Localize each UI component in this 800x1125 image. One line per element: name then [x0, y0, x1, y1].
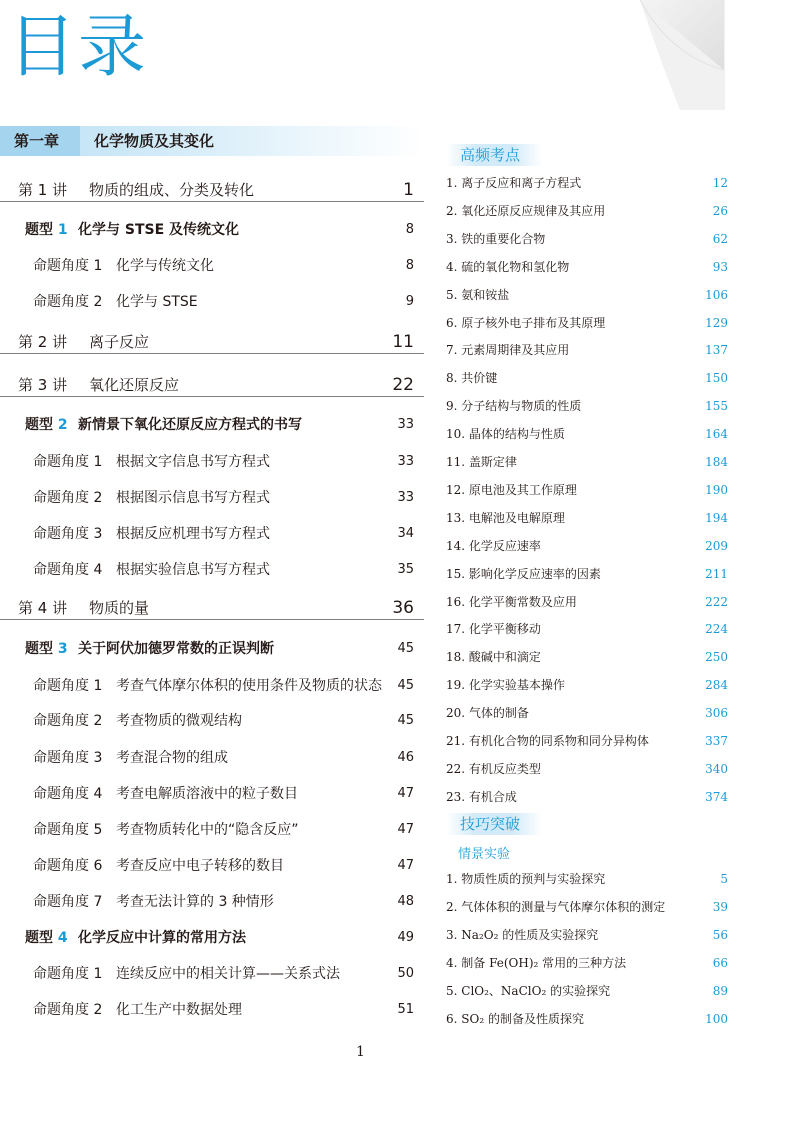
toc-angle-row[interactable] — [0, 450, 424, 474]
toc-lecture-label: 第 2 讲 — [18, 333, 68, 351]
list-item-title: 11. 盖斯定律 — [446, 455, 517, 469]
list-item[interactable] — [446, 564, 728, 584]
toc-topic-row[interactable] — [0, 413, 424, 437]
list-item[interactable] — [446, 173, 728, 193]
toc-angle-label: 命题角度 1 — [33, 966, 103, 982]
list-item-page: 137 — [705, 343, 728, 358]
toc-angle-row[interactable] — [0, 674, 424, 698]
list-item[interactable] — [446, 953, 728, 973]
list-item[interactable] — [446, 424, 728, 444]
toc-page-number: 46 — [397, 750, 414, 765]
list-item[interactable] — [446, 285, 728, 305]
toc-angle-title: 根据实验信息书写方程式 — [116, 562, 270, 578]
subsection-heading-scenario-experiment: 情景实验 — [458, 847, 511, 862]
list-item-page: 129 — [705, 315, 728, 330]
list-item-page: 222 — [705, 594, 728, 609]
toc-angle-row[interactable] — [0, 522, 424, 546]
toc-angle-row[interactable] — [0, 486, 424, 510]
toc-page-number: 50 — [397, 966, 414, 981]
list-item-title: 23. 有机合成 — [446, 789, 517, 804]
list-item-page: 340 — [705, 761, 728, 776]
toc-page-number: 33 — [397, 490, 414, 505]
toc-topic-number: 2 — [57, 417, 68, 433]
toc-topic-label: 题型 3 — [25, 641, 68, 657]
list-item-title: 9. 分子结构与物质的性质 — [446, 399, 582, 414]
list-item-page: 89 — [712, 983, 728, 998]
toc-lecture-label: 第 1 讲 — [18, 181, 68, 199]
toc-angle-row[interactable] — [0, 558, 424, 582]
list-item-title: 16. 化学平衡常数及应用 — [446, 594, 577, 609]
toc-topic-row[interactable] — [0, 637, 424, 661]
list-item-title: 17. 化学平衡移动 — [446, 622, 541, 637]
toc-angle-title: 考查无法计算的 3 种情形 — [116, 894, 274, 910]
list-item-title: 20. 气体的制备 — [446, 706, 529, 721]
toc-page-number: 45 — [397, 678, 414, 693]
list-item-title: 12. 原电池及其工作原理 — [446, 482, 577, 497]
toc-page-number: 8 — [405, 258, 414, 273]
list-item-page: 39 — [712, 899, 728, 914]
list-item-page: 26 — [712, 203, 728, 218]
toc-angle-label: 命题角度 2 — [33, 490, 103, 506]
toc-page-number: 47 — [397, 786, 414, 801]
toc-page-number: 22 — [392, 375, 414, 395]
list-item-title: 1. 离子反应和离子方程式 — [446, 176, 582, 190]
toc-topic-title: 新情景下氧化还原反应方程式的书写 — [78, 417, 302, 433]
list-item-page: 100 — [705, 1011, 728, 1026]
list-item-title: 4. 制备 Fe(OH)₂ 常用的三种方法 — [446, 955, 627, 970]
toc-lecture-row[interactable] — [0, 331, 424, 354]
list-item-title: 19. 化学实验基本操作 — [446, 678, 565, 693]
toc-angle-title: 化学与 STSE — [116, 294, 198, 310]
list-item[interactable] — [446, 536, 728, 556]
toc-page-number: 33 — [397, 417, 414, 432]
toc-page-number: 45 — [397, 713, 414, 728]
toc-angle-label: 命题角度 3 — [33, 526, 103, 542]
toc-lecture-row[interactable] — [0, 179, 424, 202]
toc-angle-title: 化工生产中数据处理 — [116, 1002, 242, 1018]
toc-angle-title: 考查气体摩尔体积的使用条件及物质的状态 — [116, 678, 382, 694]
toc-lecture-row[interactable] — [0, 374, 424, 397]
chapter-title: 化学物质及其变化 — [94, 132, 215, 150]
list-item-page: 224 — [705, 622, 728, 637]
list-item[interactable] — [446, 313, 728, 333]
list-item-page: 184 — [705, 455, 728, 469]
list-item-page: 209 — [705, 538, 728, 553]
toc-topic-title: 化学与 STSE 及传统文化 — [78, 222, 240, 238]
toc-page-number: 1 — [403, 180, 414, 200]
list-item[interactable] — [446, 675, 728, 695]
toc-angle-row[interactable] — [0, 746, 424, 770]
toc-lecture-title: 氧化还原反应 — [89, 376, 180, 394]
toc-page-number: 45 — [397, 641, 414, 656]
section-heading-skills: 技巧突破 — [446, 813, 542, 835]
list-item[interactable] — [446, 787, 728, 807]
toc-angle-title: 考查反应中电子转移的数目 — [116, 858, 284, 874]
toc-angle-title: 化学与传统文化 — [116, 258, 214, 274]
toc-page-number: 51 — [397, 1002, 414, 1017]
list-item-title: 13. 电解池及电解原理 — [446, 510, 565, 525]
toc-angle-title: 根据文字信息书写方程式 — [116, 454, 270, 470]
list-item-page: 374 — [705, 789, 728, 804]
toc-angle-label: 命题角度 7 — [33, 894, 103, 910]
toc-topic-row[interactable] — [0, 218, 424, 242]
toc-angle-label: 命题角度 1 — [33, 454, 103, 470]
toc-angle-row[interactable] — [0, 254, 424, 278]
list-item[interactable] — [446, 869, 728, 889]
list-item[interactable] — [446, 759, 728, 779]
page-number: 1 — [356, 1044, 365, 1060]
list-item-page: 284 — [705, 678, 728, 693]
toc-lecture-label: 第 4 讲 — [18, 599, 68, 617]
list-item[interactable] — [446, 257, 728, 277]
list-item-title: 22. 有机反应类型 — [446, 761, 541, 776]
list-item[interactable] — [446, 925, 728, 945]
list-item-title: 10. 晶体的结构与性质 — [446, 427, 565, 442]
list-item[interactable] — [446, 731, 728, 751]
toc-angle-title: 考查混合物的组成 — [116, 750, 228, 766]
toc-angle-label: 命题角度 1 — [33, 258, 103, 274]
toc-angle-row[interactable] — [0, 890, 424, 914]
list-item-page: 250 — [705, 650, 728, 665]
toc-lecture-title: 物质的组成、分类及转化 — [89, 181, 255, 199]
list-item-title: 2. 气体体积的测量与气体摩尔体积的测定 — [446, 899, 666, 914]
section-heading-high-frequency: 高频考点 — [446, 144, 542, 166]
toc-page-number: 49 — [397, 930, 414, 945]
list-item[interactable] — [446, 703, 728, 723]
page-curl-decoration — [620, 0, 800, 110]
toc-angle-row[interactable] — [0, 998, 424, 1022]
list-item-title: 8. 共价键 — [446, 371, 498, 386]
list-item-page: 194 — [705, 510, 728, 525]
toc-angle-row[interactable] — [0, 290, 424, 314]
toc-lecture-row[interactable] — [0, 597, 424, 620]
list-item[interactable] — [446, 508, 728, 528]
list-item-title: 5. 氨和铵盐 — [446, 287, 510, 302]
list-item-title: 21. 有机化合物的同系物和同分异构体 — [446, 734, 649, 748]
list-item-page: 164 — [705, 427, 728, 442]
toc-angle-label: 命题角度 4 — [33, 562, 103, 578]
list-item-title: 7. 元素周期律及其应用 — [446, 343, 570, 358]
list-item-page: 93 — [712, 259, 728, 274]
list-item[interactable] — [446, 897, 728, 917]
toc-topic-row[interactable] — [0, 926, 424, 950]
list-item-title: 3. Na₂O₂ 的性质及实验探究 — [446, 927, 599, 942]
toc-angle-label: 命题角度 2 — [33, 713, 103, 729]
toc-angle-label: 命题角度 2 — [33, 1002, 103, 1018]
toc-topic-number: 1 — [57, 222, 68, 238]
list-item-title: 4. 硫的氧化物和氢化物 — [446, 259, 570, 274]
toc-angle-title: 考查物质转化中的“隐含反应” — [116, 822, 299, 838]
list-item-title: 3. 铁的重要化合物 — [446, 231, 546, 246]
list-item-title: 14. 化学反应速率 — [446, 538, 541, 553]
toc-angle-row[interactable] — [0, 818, 424, 842]
toc-page-number: 47 — [397, 822, 414, 837]
list-item[interactable] — [446, 396, 728, 416]
list-item-title: 2. 氧化还原反应规律及其应用 — [446, 203, 606, 218]
toc-page-number: 9 — [405, 294, 414, 309]
toc-topic-title: 关于阿伏加德罗常数的正误判断 — [78, 641, 274, 657]
list-item-page: 306 — [705, 706, 728, 721]
toc-topic-number: 4 — [57, 930, 68, 946]
list-item[interactable] — [446, 229, 728, 249]
toc-angle-label: 命题角度 5 — [33, 822, 103, 838]
list-item-title: 18. 酸碱中和滴定 — [446, 650, 541, 665]
list-item[interactable] — [446, 368, 728, 388]
toc-angle-title: 根据图示信息书写方程式 — [116, 490, 270, 506]
toc-angle-title: 考查电解质溶液中的粒子数目 — [116, 786, 298, 802]
chapter-label: 第一章 — [0, 126, 80, 156]
toc-page-number: 48 — [397, 894, 414, 909]
toc-angle-label: 命题角度 3 — [33, 750, 103, 766]
list-item[interactable] — [446, 201, 728, 221]
list-item-title: 1. 物质性质的预判与实验探究 — [446, 872, 606, 886]
toc-page-number: 34 — [397, 526, 414, 541]
toc-angle-title: 连续反应中的相关计算——关系式法 — [116, 966, 340, 982]
toc-angle-label: 命题角度 2 — [33, 294, 103, 310]
toc-topic-label: 题型 4 — [25, 930, 68, 946]
toc-lecture-title: 离子反应 — [89, 333, 150, 351]
list-item-page: 106 — [705, 287, 728, 302]
list-item[interactable] — [446, 619, 728, 639]
list-item-page: 155 — [705, 399, 728, 414]
page-title: 目录 — [8, 8, 149, 87]
list-item-page: 62 — [712, 231, 728, 246]
list-item-page: 211 — [705, 566, 728, 581]
toc-angle-row[interactable] — [0, 854, 424, 878]
toc-topic-label: 题型 1 — [25, 222, 68, 238]
toc-lecture-title: 物质的量 — [89, 599, 150, 617]
list-item[interactable] — [446, 452, 728, 472]
list-item-page: 5 — [720, 872, 728, 886]
toc-page-number: 35 — [397, 562, 414, 577]
list-item[interactable] — [446, 480, 728, 500]
list-item[interactable] — [446, 340, 728, 360]
list-item-title: 15. 影响化学反应速率的因素 — [446, 566, 601, 581]
list-item-title: 6. SO₂ 的制备及性质探究 — [446, 1011, 584, 1026]
toc-page-number: 11 — [392, 332, 414, 352]
list-item-title: 5. ClO₂、NaClO₂ 的实验探究 — [446, 983, 611, 998]
toc-lecture-label: 第 3 讲 — [18, 376, 68, 394]
toc-angle-row[interactable] — [0, 962, 424, 986]
toc-page-number: 36 — [392, 598, 414, 618]
list-item-page: 12 — [712, 176, 728, 190]
toc-angle-row[interactable] — [0, 782, 424, 806]
list-item[interactable] — [446, 981, 728, 1001]
list-item-page: 337 — [705, 734, 728, 748]
toc-topic-number: 3 — [57, 641, 68, 657]
toc-page-number: 33 — [397, 454, 414, 469]
list-item-title: 6. 原子核外电子排布及其原理 — [446, 315, 606, 330]
list-item-page: 56 — [712, 927, 728, 942]
toc-angle-title: 考查物质的微观结构 — [116, 713, 242, 729]
list-item-page: 150 — [705, 371, 728, 386]
list-item[interactable] — [446, 647, 728, 667]
toc-angle-label: 命题角度 4 — [33, 786, 103, 802]
list-item[interactable] — [446, 592, 728, 612]
list-item-page: 190 — [705, 482, 728, 497]
toc-angle-row[interactable] — [0, 709, 424, 733]
toc-angle-label: 命题角度 6 — [33, 858, 103, 874]
list-item[interactable] — [446, 1009, 728, 1029]
toc-page-number: 47 — [397, 858, 414, 873]
toc-page-number: 8 — [405, 222, 414, 237]
toc-angle-label: 命题角度 1 — [33, 678, 103, 694]
toc-topic-title: 化学反应中计算的常用方法 — [78, 930, 246, 946]
list-item-page: 66 — [712, 955, 728, 970]
toc-angle-title: 根据反应机理书写方程式 — [116, 526, 270, 542]
toc-topic-label: 题型 2 — [25, 417, 68, 433]
